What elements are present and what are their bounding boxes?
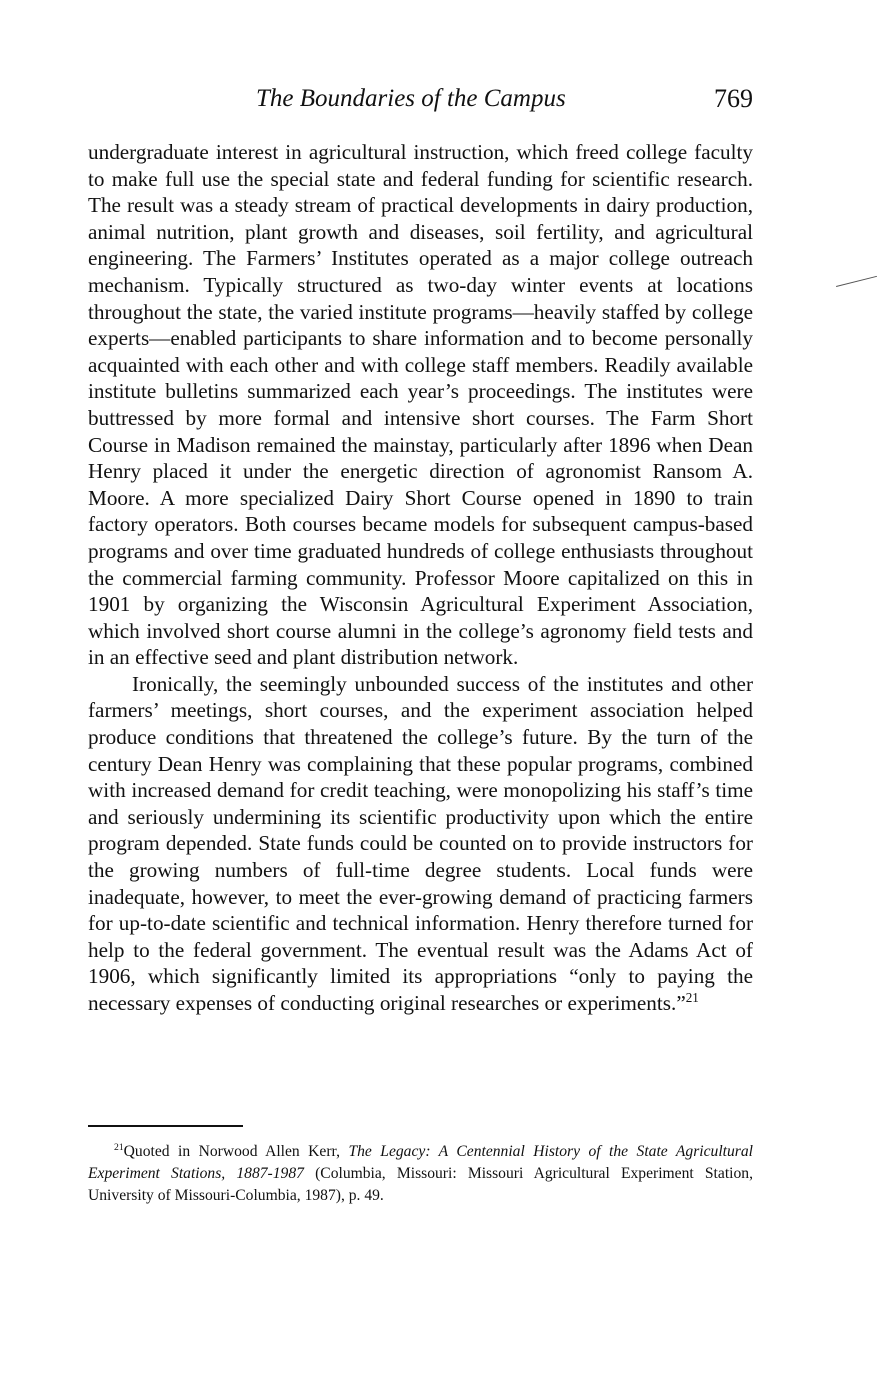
running-head <box>88 82 753 116</box>
running-title: The Boundaries of the Campus <box>256 85 566 112</box>
footnote-title: The Legacy: A Centennial History of the State Agricultural Experiment Stations, 1887-1987 <box>88 1143 753 1182</box>
footnote-divider <box>88 1125 243 1127</box>
page-number: 769 <box>714 84 753 113</box>
footnote-text-after: (Columbia, Missouri: Missouri Agricultural Experiment Station, University of Missouri-Columbia, 1987), p. 49. <box>88 1165 753 1204</box>
main-text <box>88 139 753 1017</box>
paragraph-2 <box>88 671 753 1017</box>
paragraph-1: undergraduate interest in agricultural instruction, which freed college faculty to make full use the special state and federal funding for scientific research. The result was a steady stream of practical developments in dairy production, animal nutrition, plant growth and diseases, soil fertility, and agricultural engineering. The Farmers’ Institutes operated as a major college outreach mechanism. Typically structured as two-day winter events at locations throughout the state, the varied institute programs—heavily staffed by college experts—enabled participants to share information and to become personally acquainted with each other and with college staff members. Readily available institute bulletins summarized each year’s proceedings. The institutes were buttressed by more formal and intensive short courses. The Farm Short Course in Madison remained the mainstay, particularly after 1896 when Dean Henry placed it under the energetic direction of agronomist Ransom A. Moore. A more specialized Dairy Short Course opened in 1890 to train factory operators. Both courses became models for subsequent campus-based programs and over time graduated hundreds of college enthusiasts throughout the commercial farming community. Professor Moore capitalized on this in 1901 by organizing the Wisconsin Agricultural Experiment Association, which involved short course alumni in the college’s agronomy field tests and in an effective seed and plant distribution network. <box>88 140 753 670</box>
footnote-reference: 21 <box>685 989 699 1005</box>
margin-pencil-mark <box>836 276 877 287</box>
footnote-text-before: Quoted in Norwood Allen Kerr, <box>123 1143 349 1160</box>
footnote <box>88 1141 753 1207</box>
footnote-marker: 21 <box>114 1141 124 1153</box>
paragraph-2-text: Ironically, the seemingly unbounded success of the institutes and other farmers’ meetings, short courses, and the experiment association helped produce conditions that threatened the college’s future. By the turn of the century Dean Henry was complaining that these popular programs, combined with increased demand for credit teaching, were monopolizing his staff’s time and seriously undermining its scientific productivity upon which the entire program depended. State funds could be counted on to provide instructors for the growing numbers of full-time degree students. Local funds were inadequate, however, to meet the ever-growing demand of practicing farmers for up-to-date scientific and technical information. Henry therefore turned for help to the federal government. The eventual result was the Adams Act of 1906, which significantly limited its appropriations “only to paying the necessary expenses of conducting original researches or experiments.” <box>88 671 753 1015</box>
